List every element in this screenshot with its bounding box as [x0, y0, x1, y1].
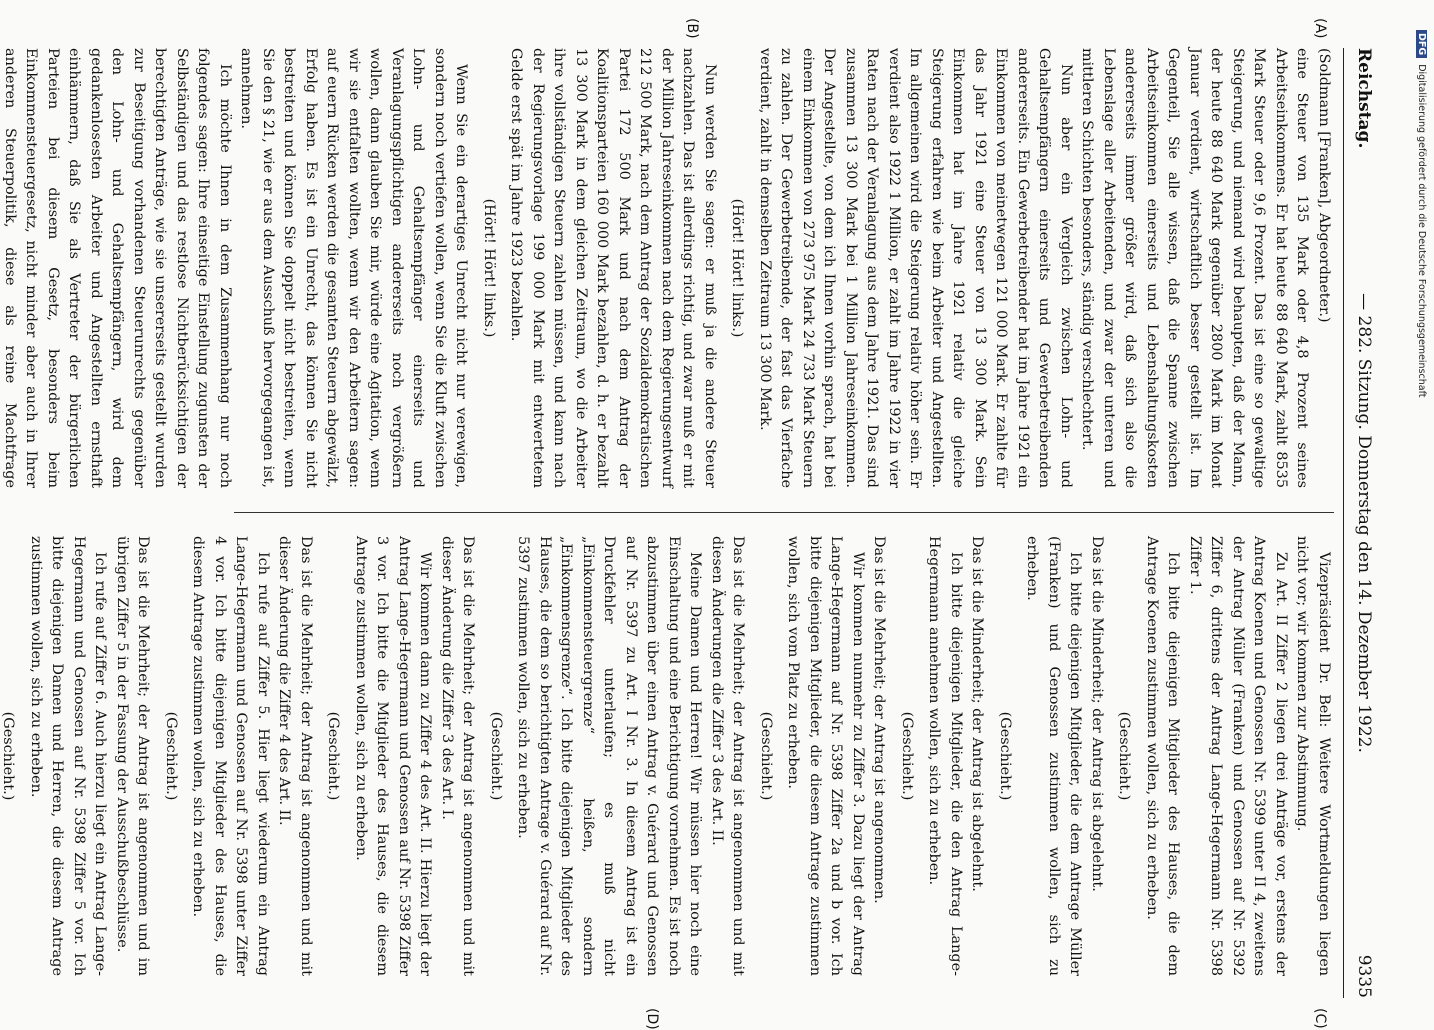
- paragraph: Das ist die Mehrheit; der Antrag ist angenommen und im übrigen Ziffer 5 in der Fassung der Ausschußbeschlüsse.: [114, 536, 152, 976]
- paragraph: Wir kommen dann zu Ziffer 4 des Art. II. Hierzu liegt der Antrag Lange-Hegermann und Genossen auf Nr. 5398 Ziffer 3 vor. Ich bitte die Mitglieder des Hauses, die diesem Antrage zustimmen wollen, sich zu erheben.: [353, 536, 434, 976]
- margin-marker-d: (D): [644, 1008, 660, 1030]
- paragraph: Nun werden Sie sagen: er muß ja die andere Steuer nachzahlen. Das ist allerdings richtig, und zwar muß er mit der Million Jahreseinkommen nach dem Regierungsentwurf 212 500 Mark, nach dem Antrag der Sozialdemokratischen Partei 172 500 Mark und nach dem Antrag der Koalitionsparteien 160 000 Mark bezahlen, d. h. er bezahlt 13 300 Mark in dem gleichen Zeitraum, wo die Arbeiter ihre vollständigen Steuern zahlen müssen, und kann nach der Regierungsvorlage 199 000 Mark mit entwertetem Gelde erst spät im Jahre 1923 bezahlen.: [508, 48, 718, 488]
- page-header: [1344, 48, 1380, 998]
- paragraph: Das ist die Mehrheit; der Antrag ist angenommen und mit dieser Änderung die Ziffer 4 des Art. II.: [276, 536, 314, 976]
- paragraph: Ich bitte diejenigen Mitglieder, die dem Antrage Müller (Franken) und Genossen zustimmen wollen, sich zu erheben.: [1024, 536, 1084, 976]
- digitization-text: Digitalisierung gefördert durch die Deutsche Forschungsgemeinschaft: [1416, 64, 1427, 398]
- stage-direction: (Geschieht.): [899, 711, 915, 801]
- paragraph: Das ist die Mehrheit; der Antrag ist angenommen und mit dieser Änderung die Ziffer 3 des Art. I.: [439, 536, 477, 976]
- stage-direction: (Geschieht.): [163, 711, 179, 801]
- stage-direction: (Geschieht.): [325, 711, 342, 801]
- paragraph: Wir kommen nunmehr zu Ziffer 3. Dazu liegt der Antrag Lange-Hegermann auf Nr. 5398 Ziffer 2a und b vor. Ich bitte diejenigen Mitglieder, die diesem Antrage zustimmen wollen, sich vom Platz zu erheben.: [785, 536, 866, 976]
- paragraph: Ich rufe auf Ziffer 6. Auch hierzu liegt ein Antrag Lange-Hegermann und Genossen auf Nr. 5398 Ziffer 5 vor. Ich bitte diejenigen Damen und Herren, die diesem Antrage zustimmen wollen, sich zu erheben.: [28, 536, 109, 976]
- digitization-credit: [1416, 30, 1427, 398]
- paragraph: Meine Damen und Herren! Wir müssen hier noch eine Einschaltung und eine Berichtigung vornehmen. Es ist noch abzustimmen über einen Antrag v. Guérard und Genossen auf Nr. 5397 zu Art. I Nr. 3. In diesem Antrag ist ein Druckfehler unterlaufen; es muß nicht „Einkommensteuergrenze“ heißen, sondern „Einkommensgrenze“. Ich bitte diejenigen Mitglieder des Hauses, die dem so berichtigten Antrage v. Guérard auf Nr. 5397 zustimmen wollen, sich zu erheben.: [515, 536, 704, 976]
- paragraph: Wenn Sie ein derartiges Unrecht nicht nur verewigen, sondern noch vertiefen wollen, wenn Sie die Kluft zwischen Lohn- und Gehaltsempfänger einerseits und Veranlagungspflichtigen andererseits noch vergrößern wollen, dann glauben Sie mir, würde eine Agitation, wenn wir sie entfalten wollten, wenn wir den Arbeitern sagen: auf euern Rücken werden die gesamten Steuern abgewälzt, Erfolg haben. Es ist ein Unrecht, das können Sie nicht bestreiten und können Sie doppelt nicht bestreiten, wenn Sie den § 21, wie er aus dem Ausschuß hervorgegangen ist, annehmen.: [238, 48, 470, 488]
- stage-direction: (Geschieht.): [1116, 711, 1133, 801]
- stage-direction: (Geschieht.): [758, 711, 774, 801]
- paragraph: Ich bitte diejenigen Mitglieder, die den Antrag Lange-Hegermann annehmen wollen, sich zu erheben.: [926, 536, 964, 976]
- stage-direction: (Geschieht.): [0, 711, 17, 801]
- right-column: [0, 536, 1334, 976]
- paragraph: Vizepräsident Dr. Bell: Weitere Wortmeldungen liegen nicht vor; wir kommen zur Abstimmung.: [1294, 536, 1332, 976]
- document-page: [0, 18, 1380, 1030]
- header-left: Reichstag.: [1354, 48, 1374, 149]
- paragraph: Das ist die Minderheit; der Antrag ist abgelehnt.: [969, 536, 986, 892]
- page-number: 9335: [1354, 954, 1374, 998]
- paragraph: Ich rufe auf Ziffer 5. Hier liegt wiederum ein Antrag Lange-Hegermann und Genossen auf Nr. 5398 unter Ziffer 4 vor. Ich bitte diejenigen Mitglieder des Hauses, die diesem Antrage zustimmen wollen, sich zu erheben.: [190, 536, 271, 976]
- paragraph: Ich bitte diejenigen Mitglieder des Hauses, die dem Antrage Koenen zustimmen wollen, sich zu erheben.: [1144, 536, 1182, 976]
- paragraph: Ich möchte Ihnen in dem Zusammenhang nur noch folgendes sagen: Ihre einseitige Einstellung zugunsten der Selbständigen und das restlose Nichtberücksichtigen der berechtigten Anträge, wie sie unsererseits gestellt wurden zur Beseitigung vorhandenen Steuerunrechts gegenüber den Lohn- und Gehaltsempfängern, wird dem gedankenlosesten Arbeiter und Angestellten ernsthaft einhämmern, daß Sie als Vertreter der bürgerlichen Parteien bei diesem Gesetz, besonders beim Einkommensteuergesetz, nicht minder aber auch in Ihrer anderen Steuerpolitik, diese als reine Machtfrage: [2, 48, 233, 488]
- paragraph: Das ist die Mehrheit; der Antrag ist angenommen.: [871, 536, 888, 904]
- paragraph: Zu Art. II Ziffer 2 liegen drei Anträge vor, erstens der Antrag Koenen und Genossen Nr. 5399 unter II 4, zweitens der Antrag Müller (Franken) und Genossen auf Nr. 5392 Ziffer 6, drittens der Antrag Lange-Hegermann Nr. 5398 Ziffer 1.: [1187, 536, 1289, 976]
- stage-direction: (Hört! Hört! links.): [481, 198, 497, 338]
- stage-direction: (Geschieht.): [488, 711, 504, 801]
- stage-direction: (Hört! Hört! links.): [729, 198, 746, 338]
- paragraph: Das ist die Minderheit; der Antrag ist abgelehnt.: [1089, 536, 1105, 892]
- paragraph: Das ist die Mehrheit; der Antrag ist angenommen und mit diesen Änderungen die Ziffer 3 des Art. II.: [709, 536, 747, 976]
- margin-marker-c: (C): [1312, 1008, 1328, 1029]
- stage-direction: (Geschieht.): [997, 711, 1013, 801]
- margin-marker-a: (A): [1312, 18, 1328, 39]
- column-divider: [234, 512, 1334, 513]
- paragraph: Nun aber ein Vergleich zwischen Lohn- und Gehaltsempfängern einerseits und Gewerbetreibenden andererseits. Ein Gewerbetreibender hat im Jahre 1921 ein Einkommen von meinetwegen 121 000 Mark. Er zahlte für das Jahr 1921 eine Steuer von 13 300 Mark. Sein Einkommen hat im Jahre 1921 relativ die gleiche Steigerung erfahren wie beim Arbeiter und Angestellten. Im allgemeinen wird die Steigerung relativ höher sein. Er verdient also 1922 1 Million, er zahlt im Jahre 1922 in vier Raten nach der Veranlagung aus dem Jahre 1921. Das sind zusammen 13 300 Mark bei 1 Million Jahreseinkommen. Der Angestellte, von dem ich Ihnen vorhin sprach, hat bei einem Einkommen von 273 975 Mark 24 733 Mark Steuern zu zahlen. Der Gewerbetreibende, der fast das Vierfache verdient, zahlt in demselben Zeitraum 13 300 Mark.: [757, 48, 1074, 488]
- left-column: [0, 48, 1334, 488]
- margin-marker-b: (B): [684, 18, 700, 39]
- dfg-logo: DFG: [1416, 30, 1427, 58]
- paragraph: eine Steuer von 135 Mark oder 4,8 Prozent seines Arbeitseinkommens. Er hat heute 88 640 Mark, zahlt 8535 Mark Steuer oder 9,6 Prozent. Das ist eine so gewaltige Steigerung, und niemand wird behaupten, daß der Mann, der heute 88 640 Mark gegenüber 2800 Mark im Monat Januar verdient, wirtschaftlich besser gestellt ist. Im Gegenteil, Sie alle wissen, daß die Spanne zwischen Arbeitseinkommen einerseits und Lebenshaltungskosten andererseits immer größer wird, daß sich also die Lebenslage aller Arbeitenden, und zwar der unteren und mittleren Schichten besonders, ständig verschlechtert.: [1079, 48, 1311, 488]
- header-rule: [1343, 48, 1344, 998]
- header-center: — 282. Sitzung. Donnerstag den 14. Dezember 1922.: [1354, 293, 1374, 753]
- paragraph: (Soldmann [Franken], Abgeordneter.): [1316, 48, 1332, 323]
